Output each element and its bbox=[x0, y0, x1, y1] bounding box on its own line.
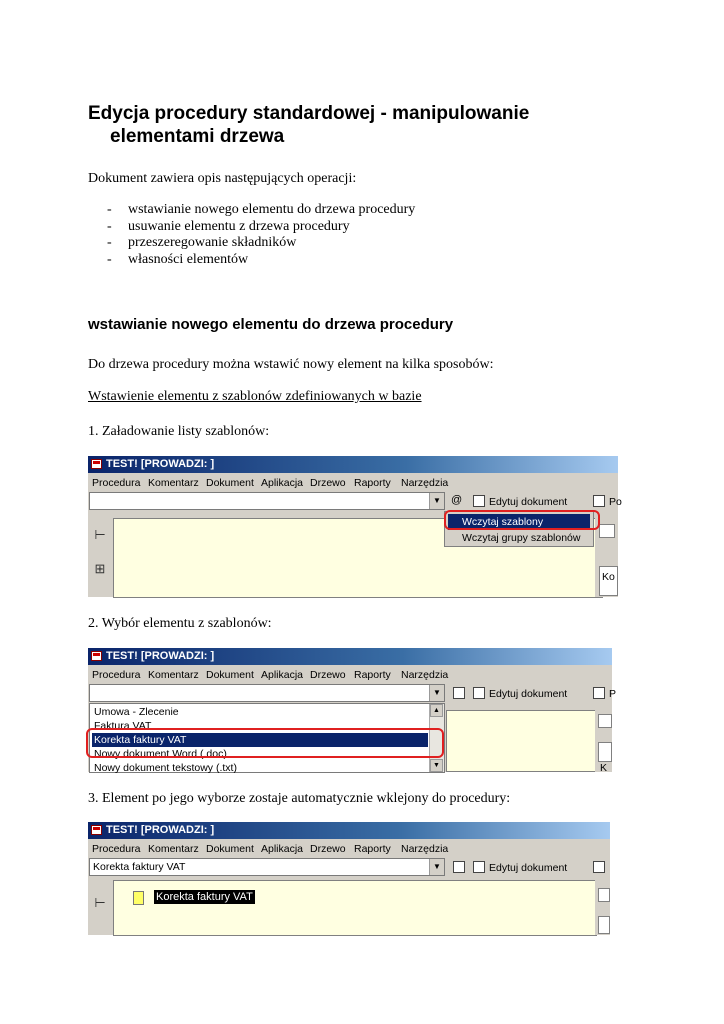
toolbar-button-small[interactable] bbox=[591, 859, 607, 877]
left-toolbar bbox=[88, 878, 112, 935]
menu-dokument[interactable]: Dokument bbox=[206, 477, 254, 489]
menu-raporty[interactable]: Raporty bbox=[354, 477, 391, 489]
list-item[interactable]: Nowy dokument Word (.doc) bbox=[94, 748, 227, 760]
list-item[interactable]: Faktura VAT bbox=[94, 720, 152, 732]
tree-node-icon bbox=[133, 891, 144, 905]
structure-icon[interactable]: ⊞ bbox=[94, 561, 106, 576]
page-title-line-1: Edycja procedury standardowej - manipulowanie bbox=[88, 103, 530, 124]
window-titlebar bbox=[88, 822, 610, 839]
print-icon[interactable] bbox=[598, 888, 610, 902]
intro-text: Dokument zawiera opis następujących operacji: bbox=[88, 171, 357, 186]
edit-document-icon bbox=[473, 687, 485, 699]
side-field[interactable] bbox=[598, 916, 610, 934]
menu-dokument[interactable]: Dokument bbox=[206, 669, 254, 681]
menu-narzedzia[interactable]: Narzędzia bbox=[401, 843, 449, 855]
edit-document-button[interactable] bbox=[471, 859, 581, 877]
side-label-k: K bbox=[600, 762, 608, 774]
menu-narzedzia[interactable]: Narzędzia bbox=[401, 669, 449, 681]
menu-komentarz[interactable]: Komentarz bbox=[148, 669, 199, 681]
menu-item-load-templates[interactable]: Wczytaj szablony bbox=[448, 514, 590, 530]
tree-icon[interactable]: ⊢ bbox=[94, 895, 106, 910]
document-icon bbox=[453, 861, 465, 873]
template-combo-value: Korekta faktury VAT bbox=[93, 861, 186, 873]
tree-panel[interactable] bbox=[446, 710, 596, 772]
window-title: TEST! [PROWADZI: ] bbox=[106, 650, 215, 662]
toolbar-button-po-label: Po bbox=[609, 496, 622, 508]
menu-drzewo[interactable]: Drzewo bbox=[310, 669, 346, 681]
menu-aplikacja[interactable]: Aplikacja bbox=[261, 477, 304, 489]
scroll-down-icon[interactable]: ▼ bbox=[430, 759, 443, 772]
menu-bar bbox=[88, 666, 612, 684]
menu-procedura[interactable]: Procedura bbox=[92, 669, 141, 681]
edit-document-label: Edytuj dokument bbox=[489, 688, 568, 700]
toolbar-button-po[interactable] bbox=[591, 493, 631, 511]
app-icon bbox=[91, 825, 102, 835]
scroll-up-icon[interactable]: ▲ bbox=[430, 704, 443, 717]
window-titlebar bbox=[88, 456, 618, 473]
template-combo[interactable] bbox=[89, 492, 445, 510]
highlight-box bbox=[444, 510, 600, 530]
bullet-dash: - bbox=[107, 219, 112, 234]
list-item-selected[interactable]: Korekta faktury VAT bbox=[92, 733, 428, 747]
edit-document-button[interactable] bbox=[471, 493, 581, 511]
toolbar-button-p-label: P bbox=[609, 688, 617, 700]
side-label-ko: Ko bbox=[602, 571, 615, 583]
step-3-label: 3. Element po jego wyborze zostaje automatycznie wklejony do procedury: bbox=[88, 791, 511, 806]
menu-procedura[interactable]: Procedura bbox=[92, 477, 141, 489]
operation-2: usuwanie elementu z drzewa procedury bbox=[128, 219, 350, 234]
right-panel bbox=[595, 880, 610, 935]
edit-document-button[interactable] bbox=[471, 685, 581, 703]
edit-document-label: Edytuj dokument bbox=[489, 496, 568, 508]
menu-drzewo[interactable]: Drzewo bbox=[310, 477, 346, 489]
menu-aplikacja[interactable]: Aplikacja bbox=[261, 669, 304, 681]
document-button[interactable] bbox=[451, 685, 467, 703]
bullet-dash: - bbox=[107, 202, 112, 217]
menu-komentarz[interactable]: Komentarz bbox=[148, 843, 199, 855]
template-combo[interactable] bbox=[89, 858, 445, 876]
bullet-dash: - bbox=[107, 235, 112, 250]
menu-bar bbox=[88, 840, 610, 858]
operation-3: przeszeregowanie składników bbox=[128, 235, 297, 250]
app-icon bbox=[91, 651, 102, 661]
page-title-line-2: elementami drzewa bbox=[110, 126, 285, 147]
edit-document-icon bbox=[473, 495, 485, 507]
window-title: TEST! [PROWADZI: ] bbox=[106, 824, 215, 836]
side-field[interactable] bbox=[598, 742, 612, 762]
menu-dokument[interactable]: Dokument bbox=[206, 843, 254, 855]
document-icon bbox=[593, 687, 605, 699]
list-item[interactable]: Umowa - Zlecenie bbox=[94, 706, 179, 718]
chevron-down-icon[interactable]: ▼ bbox=[429, 859, 444, 875]
toolbar-button-p[interactable] bbox=[591, 685, 621, 703]
document-icon bbox=[453, 687, 465, 699]
screenshot-3-window bbox=[88, 822, 610, 935]
menu-narzedzia[interactable]: Narzędzia bbox=[401, 477, 449, 489]
edit-document-icon bbox=[473, 861, 485, 873]
app-icon bbox=[91, 459, 102, 469]
print-icon[interactable] bbox=[598, 714, 612, 728]
document-icon bbox=[593, 495, 605, 507]
menu-raporty[interactable]: Raporty bbox=[354, 843, 391, 855]
template-combo[interactable] bbox=[89, 684, 445, 702]
screenshot-1-window bbox=[88, 456, 622, 597]
tree-icon[interactable]: ⊢ bbox=[94, 527, 106, 542]
bullet-dash: - bbox=[107, 252, 112, 267]
list-item[interactable]: Nowy dokument tekstowy (.txt) bbox=[94, 762, 237, 774]
step-1-label: 1. Załadowanie listy szablonów: bbox=[88, 424, 270, 439]
tree-panel[interactable] bbox=[113, 880, 597, 936]
menu-item-load-template-groups[interactable]: Wczytaj grupy szablonów bbox=[462, 532, 581, 544]
operation-4: własności elementów bbox=[128, 252, 249, 267]
section-heading: wstawianie nowego elementu do drzewa procedury bbox=[88, 316, 454, 333]
menu-procedura[interactable]: Procedura bbox=[92, 843, 141, 855]
document-button[interactable] bbox=[451, 859, 467, 877]
print-icon[interactable] bbox=[599, 524, 615, 538]
subsection-heading: Wstawienie elementu z szablonów zdefiniowanych w bazie bbox=[88, 389, 422, 404]
window-title: TEST! [PROWADZI: ] bbox=[106, 458, 215, 470]
document-icon bbox=[593, 861, 605, 873]
chevron-down-icon[interactable]: ▼ bbox=[429, 493, 444, 509]
right-panel bbox=[595, 706, 612, 772]
tree-node-label[interactable]: Korekta faktury VAT bbox=[156, 891, 253, 903]
menu-aplikacja[interactable]: Aplikacja bbox=[261, 843, 304, 855]
highlight-box bbox=[86, 728, 444, 758]
edit-document-label: Edytuj dokument bbox=[489, 862, 568, 874]
menu-drzewo[interactable]: Drzewo bbox=[310, 843, 346, 855]
chevron-down-icon[interactable]: ▼ bbox=[429, 685, 444, 701]
menu-bar bbox=[88, 474, 618, 492]
menu-raporty[interactable]: Raporty bbox=[354, 669, 391, 681]
step-2-label: 2. Wybór elementu z szablonów: bbox=[88, 616, 272, 631]
screenshot-2-window bbox=[88, 648, 617, 774]
operation-1: wstawianie nowego elementu do drzewa procedury bbox=[128, 202, 416, 217]
section-intro: Do drzewa procedury można wstawić nowy element na kilka sposobów: bbox=[88, 357, 494, 372]
menu-komentarz[interactable]: Komentarz bbox=[148, 477, 199, 489]
left-toolbar bbox=[88, 512, 112, 597]
window-titlebar bbox=[88, 648, 612, 665]
at-button[interactable]: @ bbox=[451, 494, 463, 506]
